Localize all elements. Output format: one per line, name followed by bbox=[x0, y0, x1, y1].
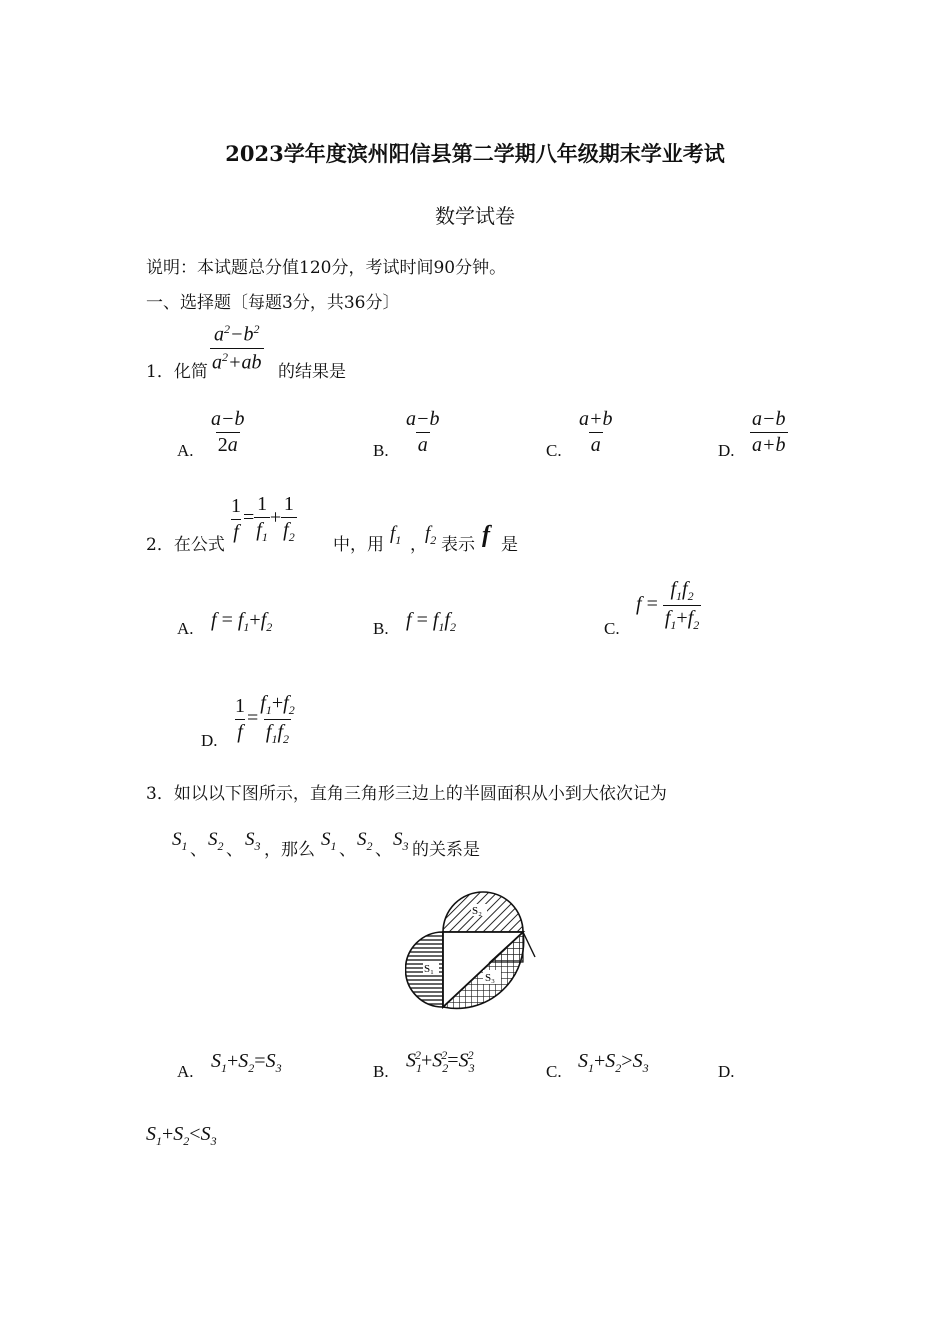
q3-sep-4: 、 bbox=[375, 840, 392, 860]
q1-option-b-formula: $\frac{a-b}{a}$ bbox=[406, 408, 440, 456]
q2-f: f bbox=[482, 522, 490, 548]
q2-sep: ， bbox=[410, 535, 427, 555]
q3-s-list-1: $S_1$ bbox=[172, 829, 188, 853]
section-heading: 一、选择题〔每题3分，共36分〕 bbox=[146, 293, 400, 313]
q1-option-b-label: B. bbox=[373, 441, 389, 460]
q3-option-a-label: A. bbox=[177, 1062, 194, 1081]
q3-option-d-formula: $S_1+S_2<S_3$ bbox=[146, 1123, 217, 1148]
q2-formula: $\frac{1}{f}$ = $\frac{1}{f_1}$ + $\frac{1}{f_2}$ bbox=[231, 493, 295, 544]
figure-label-s2: S₂ bbox=[472, 905, 482, 917]
q3-option-d-label: D. bbox=[718, 1062, 735, 1081]
q2-prefix: 2．在公式 bbox=[146, 535, 225, 555]
q1-suffix: 的结果是 bbox=[278, 362, 346, 382]
q3-prefix: 3．如以以下图所示，直角三角形三边上的半圆面积从小到大依次记为 bbox=[146, 784, 667, 804]
q3-option-c-formula: $S_1+S_2>S_3$ bbox=[578, 1050, 649, 1075]
q3-s-list-4: $S_1$ bbox=[321, 829, 337, 853]
q2-option-a-label: A. bbox=[177, 619, 194, 638]
q2-show: 表示 bbox=[441, 535, 475, 555]
q1-option-c-formula: $\frac{a+b}{a}$ bbox=[579, 408, 613, 456]
q2-option-a-formula: $f = f_1+f_2$ bbox=[211, 609, 273, 634]
q3-suffix: 的关系是 bbox=[412, 840, 480, 860]
q3-option-a-formula: $S_1+S_2=S_3$ bbox=[211, 1050, 282, 1075]
q3-option-b-label: B. bbox=[373, 1062, 389, 1081]
q1-option-d-label: D. bbox=[718, 441, 735, 460]
page-title: 2023学年度滨州阳信县第二学期八年级期末学业考试 bbox=[225, 141, 725, 166]
q3-sep-2: 、 bbox=[226, 840, 243, 860]
q2-f1: $f_1$ bbox=[390, 523, 402, 547]
figure-label-s3: S₃ bbox=[485, 972, 495, 984]
q3-option-b-formula: $S_1^2+S_2^2=S_3^2$ bbox=[406, 1048, 475, 1075]
q2-f2: $f_2$ bbox=[425, 523, 437, 547]
q3-s-list-3: $S_3$ bbox=[245, 829, 261, 853]
q2-option-d-formula: $\frac{1}{f}$ = $\frac{f_1+f_2}{f_1f_2}$ bbox=[235, 692, 295, 746]
q3-sep-1: 、 bbox=[190, 840, 207, 860]
q3-s-list-6: $S_3$ bbox=[393, 829, 409, 853]
q2-option-d-label: D. bbox=[201, 731, 218, 750]
q1-option-c-label: C. bbox=[546, 441, 562, 460]
q3-option-c-label: C. bbox=[546, 1062, 562, 1081]
q1-option-a-formula: $\frac{a-b}{2a}$ bbox=[211, 408, 245, 456]
q2-end: 是 bbox=[501, 535, 518, 555]
q2-option-c-label: C. bbox=[604, 619, 620, 638]
exam-note: 说明：本试题总分值120分，考试时间90分钟。 bbox=[146, 258, 507, 278]
q2-option-b-formula: $f = f_1f_2$ bbox=[406, 609, 456, 634]
figure-label-s1: S₁ bbox=[424, 963, 434, 975]
q3-s-list-5: $S_2$ bbox=[357, 829, 373, 853]
q2-option-b-label: B. bbox=[373, 619, 389, 638]
q3-mid: ，那么 bbox=[264, 840, 315, 860]
page-subtitle: 数学试卷 bbox=[435, 204, 515, 228]
q1-prefix: 1．化简 bbox=[146, 362, 208, 382]
q2-mid: 中，用 bbox=[333, 535, 384, 555]
q2-option-c-formula: f = $\frac{f_1f_2}{f_1+f_2}$ bbox=[636, 578, 700, 632]
q3-sep-3: 、 bbox=[339, 840, 356, 860]
q1-fraction: $\frac{a^2-b^2}{a^2+ab}$ bbox=[212, 322, 262, 374]
q3-s-list-2: $S_2$ bbox=[208, 829, 224, 853]
q1-option-d-formula: $\frac{a-b}{a+b}$ bbox=[752, 408, 786, 456]
semicircle-figure bbox=[405, 882, 545, 1012]
q1-option-a-label: A. bbox=[177, 441, 194, 460]
